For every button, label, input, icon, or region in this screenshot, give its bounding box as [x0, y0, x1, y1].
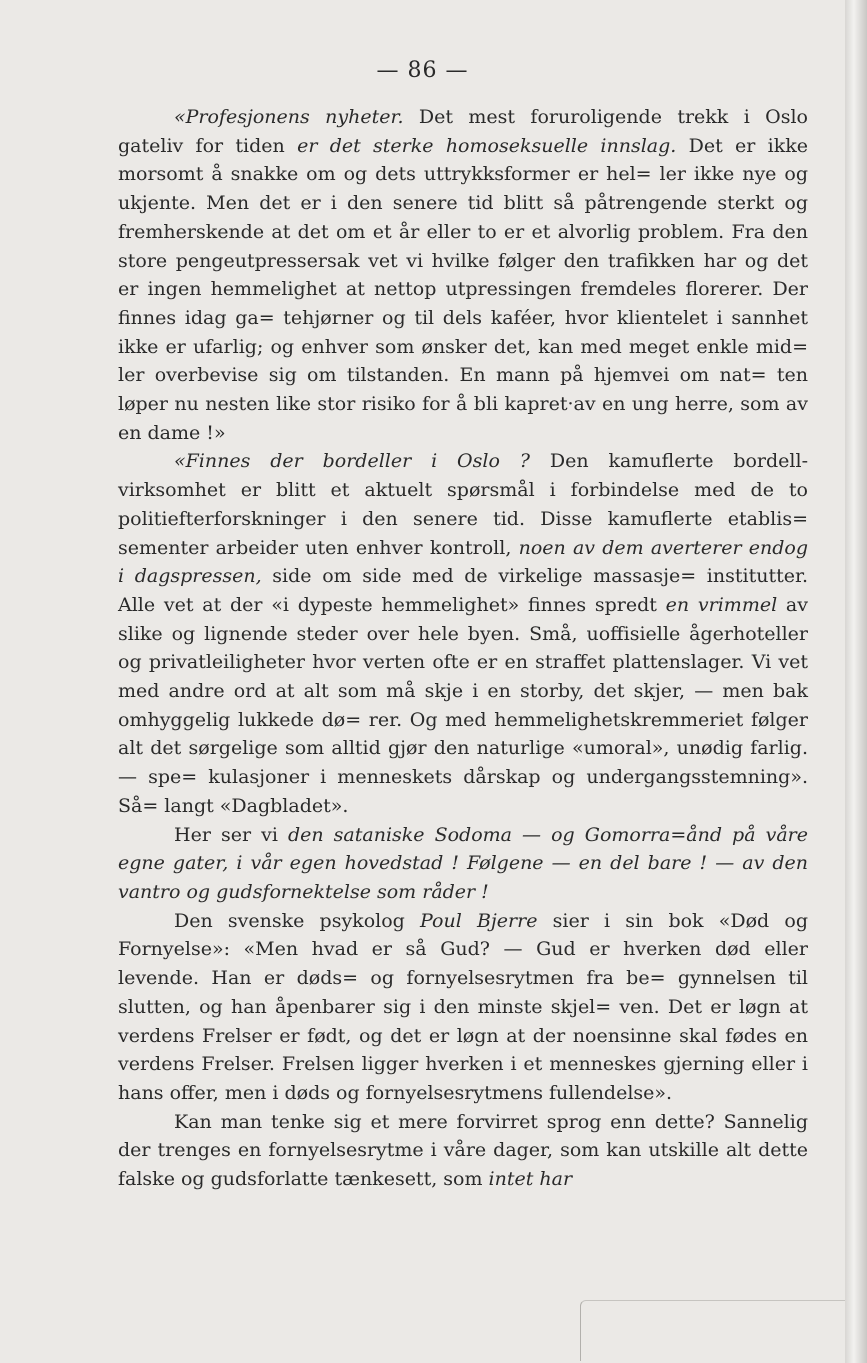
text-run: Det er ikke morsomt å snakke om og dets uttrykksformer er hel= ler ikke nye og ukjente. Men det er i den senere tid blitt så påtrengende sterkt og fremherskende at det om et år eller to er et alvorlig problem. Fra den store pengeutpressersak vet vi hvilke følger den trafikken har og det er ingen hemmelighet at nettop utpressingen fremdeles florerer. Der finnes idag ga= tehjørner og til dels kaféer, hvor klientelet i sannhet ikke er ufarlig; og enhver som ønsker det, kan med meget enkle mid= ler overbevise sig om tilstanden. En mann på hjemvei om nat= ten løper nu nesten like stor risiko for å bli kapret·av en ung herre, som av en dame !» [118, 134, 809, 444]
text-run: Det mest foruroligende trekk i Oslo gateliv for tiden [118, 106, 808, 157]
text-run: Her ser vi [174, 823, 288, 846]
paragraph [118, 821, 808, 907]
italic-text: den sataniske Sodoma — og Gomorra=ånd på våre egne gater, i vår egen hovedstad ! Følgene — en del bare ! — av den vantro og gudsfornektelse som råder ! [118, 823, 808, 903]
italic-text: Poul Bjerre [420, 909, 538, 932]
text-run: sier i sin bok «Død og Fornyelse»: «Men hvad er så Gud? — Gud er hverken død eller levende. Han er døds= og fornyelsesrytmen fra be= gynnelsen til slutten, og han åpenbarer sig i den minste skjel= ven. Det er løgn at verdens Frelser er født, og det er løgn at der noensinne skal fødes en verdens Frelser. Frelsen ligger hverken i et menneskes gjerning eller i hans offer, men i døds og fornyelsesrytmens fullendelse». [118, 909, 808, 1104]
italic-text: en vrimmel [665, 593, 778, 616]
paragraph [118, 447, 808, 820]
page-corner-mark [580, 1300, 851, 1361]
text-run: Den svenske psykolog [174, 909, 420, 932]
paragraph [118, 1108, 808, 1194]
page-edge [845, 0, 867, 1363]
paragraph [118, 103, 808, 447]
text-run: side om side med de virkelige massasje= institutter. Alle vet at der «i dypeste hemmelighet» finnes spredt [118, 565, 809, 616]
text-run: Kan man tenke sig et mere forvirret sprog enn dette? Sannelig der trenges en fornyelsesrytme i våre dager, som kan utskille alt dette falske og gudsforlatte tænkesett, som [118, 1110, 808, 1191]
italic-text: er det sterke homoseksuelle innslag. [297, 134, 677, 157]
text-run: Den kamuflerte bordell- virksomhet er blitt et aktuelt spørsmål i forbindelse med de to politiefterforskninger i den senere tid. Disse kamuflerte etablis= sementer arbeider uten enhver kontroll, [118, 450, 808, 559]
italic-text: noen av dem averterer endog i dagspressen, [118, 536, 808, 588]
italic-text: «Finnes der bordeller i Oslo ? [174, 450, 530, 473]
text-run: av slike og lignende steder over hele byen. Små, uoffisielle ågerhoteller og privatleiligheter hvor verten ofte er en straffet plattenslager. Vi vet med andre ord at alt som må skje i en storby, det skjer, — men bak omhyggelig lukkede dø= rer. Og med hemmelighetskremmeriet følger alt det sørgelige som alltid gjør den naturlige «umoral», unødig farlig. — spe= kulasjoner i menneskets dårskap og undergangsstemning». Så= langt «Dagbladet». [118, 593, 808, 817]
paragraph [118, 907, 808, 1108]
body-text [118, 103, 808, 1194]
italic-text: intet har [488, 1168, 573, 1191]
italic-text: «Profesjonens nyheter. [174, 106, 404, 128]
page-number: — 86 — [376, 58, 469, 83]
